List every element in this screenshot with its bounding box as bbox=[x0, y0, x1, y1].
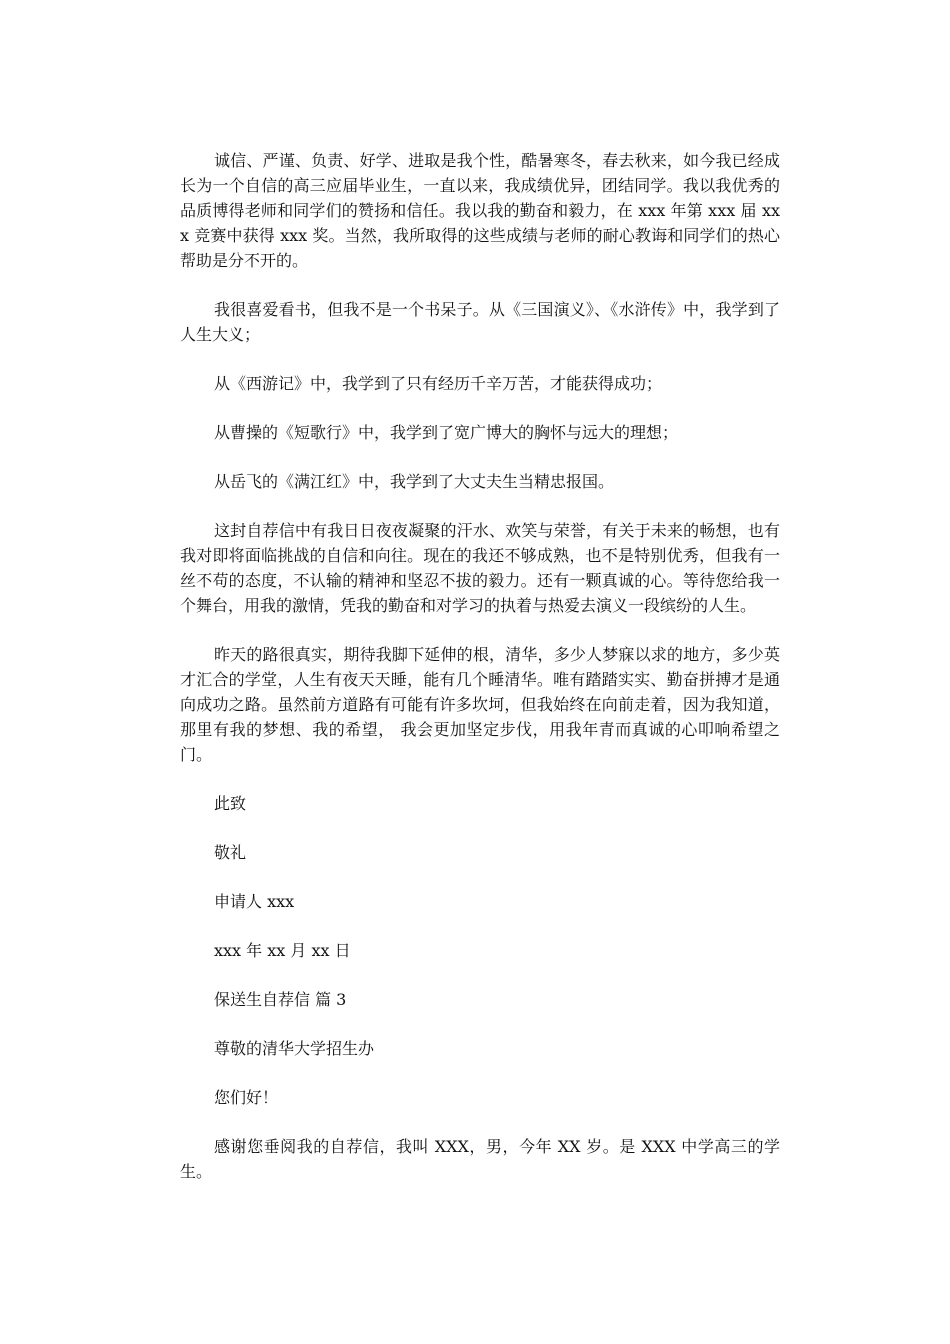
letter-date: xxx 年 xx 月 xx 日 bbox=[214, 941, 351, 960]
paragraph-duan-ge-xing: 从曹操的《短歌行》中，我学到了宽广博大的胸怀与远大的理想； bbox=[214, 423, 679, 442]
letter-greeting: 您们好！ bbox=[214, 1088, 279, 1107]
paragraph-man-jiang-hong: 从岳飞的《满江红》中，我学到了大丈夫生当精忠报国。 bbox=[214, 472, 615, 491]
closing-salutation: 此致 bbox=[214, 794, 247, 813]
paragraph-letter-content: 这封自荐信中有我日日夜夜凝聚的汗水、欢笑与荣誉，有关于未来的畅想，也有我对即将面临挑战的自信和向往。现在的我还不够成熟，也不是特别优秀，但我有一丝不苟的态度，不认输的精神和坚忍不拔的毅力。还有一颗真诚的心。等待您给我一个舞台，用我的激情，凭我的勤奋和对学习的执着与热爱去演义一段缤纷的人生。 bbox=[180, 521, 780, 615]
section-heading: 保送生自荐信 篇 3 bbox=[214, 990, 347, 1009]
paragraph-reading-hobby: 我很喜爱看书，但我不是一个书呆子。从《三国演义》、《水浒传》中，我学到了人生大义； bbox=[180, 300, 780, 344]
letter-recipient: 尊敬的清华大学招生办 bbox=[214, 1039, 375, 1058]
paragraph-aspiration: 昨天的路很真实，期待我脚下延伸的根，清华，多少人梦寐以求的地方，多少英才汇合的学堂，人生有夜天天睡，能有几个睡清华。唯有踏踏实实、勤奋拼搏才是通向成功之路。虽然前方道路有可能有许多坎坷，但我始终在向前走着，因为我知道，那里有我的梦想、我的希望， 我会更加坚定步伐，用我年青而真诚的心叩响希望之门。 bbox=[180, 645, 780, 764]
paragraph-journey-to-the-west: 从《西游记》中，我学到了只有经历千辛万苦，才能获得成功； bbox=[214, 374, 663, 393]
paragraph-introduction: 感谢您垂阅我的自荐信，我叫 XXX，男，今年 XX 岁。是 XXX 中学高三的学生。 bbox=[180, 1137, 780, 1181]
closing-regards: 敬礼 bbox=[214, 843, 247, 862]
paragraph-self-introduction: 诚信、严谨、负责、好学、进取是我个性，酷暑寒冬，春去秋来，如今我已经成长为一个自信的高三应届毕业生，一直以来，我成绩优异，团结同学。我以我优秀的品质博得老师和同学们的赞扬和信任。我以我的勤奋和毅力，在 xxx 年第 xxx 届 xxx 竞赛中获得 xxx 奖。当然，我所取得的这些成绩与老师的耐心教诲和同学们的热心帮助是分不开的。 bbox=[180, 151, 780, 270]
applicant-signature: 申请人 xxx bbox=[214, 892, 295, 911]
document-body bbox=[180, 148, 780, 1208]
